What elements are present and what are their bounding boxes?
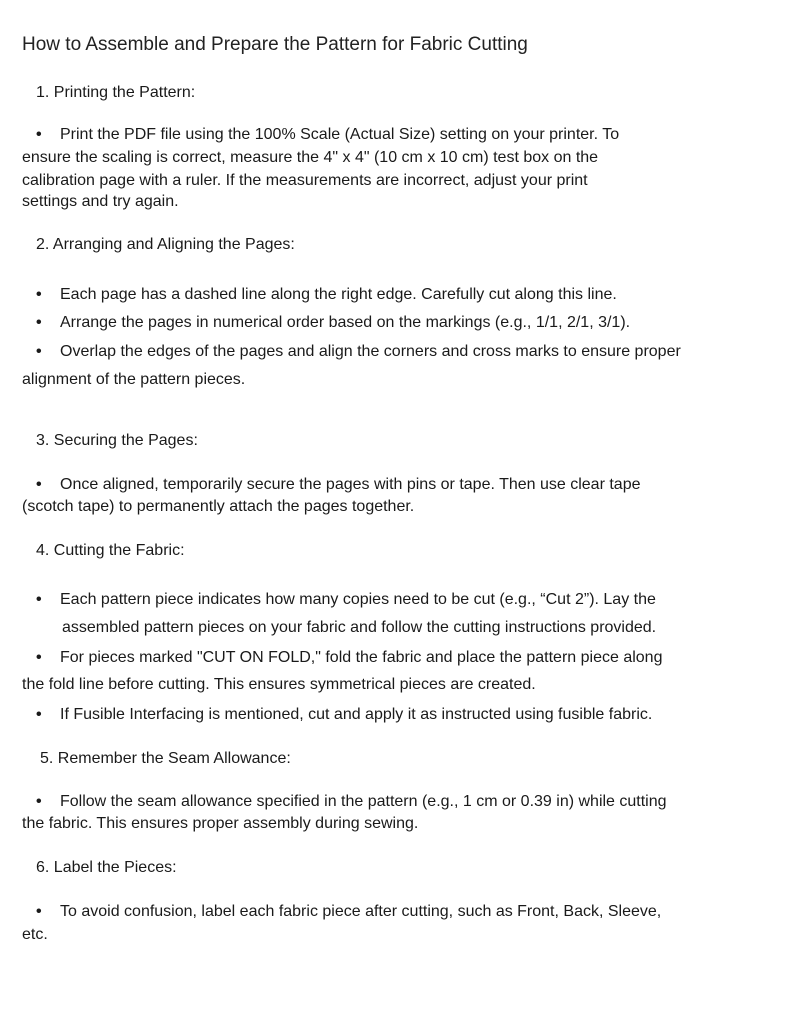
bullet-line <box>36 124 619 146</box>
section-heading-seam-allowance: 5. Remember the Seam Allowance: <box>40 750 291 767</box>
bullet-line <box>36 901 661 923</box>
bullet-line <box>36 312 630 334</box>
bullet-icon: • <box>36 706 42 723</box>
page-title: How to Assemble and Prepare the Pattern for Fabric Cutting <box>22 34 528 55</box>
continuation-line: (scotch tape) to permanently attach the pages together. <box>22 498 415 515</box>
bullet-text: Once aligned, temporarily secure the pages with pins or tape. Then use clear tape <box>60 476 641 493</box>
continuation-line: ensure the scaling is correct, measure the 4" x 4" (10 cm x 10 cm) test box on the <box>22 149 599 166</box>
bullet-icon: • <box>36 793 42 810</box>
bullet-text: Each page has a dashed line along the right edge. Carefully cut along this line. <box>60 286 617 303</box>
continuation-line: assembled pattern pieces on your fabric and follow the cutting instructions provided. <box>62 619 657 636</box>
bullet-icon: • <box>36 286 42 303</box>
bullet-line <box>36 341 681 363</box>
bullet-icon: • <box>36 314 42 331</box>
bullet-line <box>36 704 652 726</box>
bullet-text: To avoid confusion, label each fabric piece after cutting, such as Front, Back, Sleeve, <box>60 903 662 920</box>
bullet-icon: • <box>36 343 42 360</box>
continuation-line: etc. <box>22 926 48 943</box>
continuation-line: the fabric. This ensures proper assembly during sewing. <box>22 815 419 832</box>
bullet-text: For pieces marked "CUT ON FOLD," fold the fabric and place the pattern piece along <box>60 649 663 666</box>
bullet-text: Follow the seam allowance specified in the pattern (e.g., 1 cm or 0.39 in) while cutting <box>60 793 667 810</box>
bullet-icon: • <box>36 476 42 493</box>
continuation-line: alignment of the pattern pieces. <box>22 371 246 388</box>
bullet-line <box>36 647 662 669</box>
bullet-text: If Fusible Interfacing is mentioned, cut and apply it as instructed using fusible fabric. <box>60 706 653 723</box>
bullet-icon: • <box>36 649 42 666</box>
continuation-line: the fold line before cutting. This ensures symmetrical pieces are created. <box>22 676 536 693</box>
bullet-icon: • <box>36 126 42 143</box>
section-heading-printing: 1. Printing the Pattern: <box>36 84 196 101</box>
bullet-line <box>36 589 656 611</box>
bullet-text: Overlap the edges of the pages and align the corners and cross marks to ensure proper <box>60 343 681 360</box>
bullet-line <box>36 474 640 496</box>
continuation-line: settings and try again. <box>22 193 179 210</box>
section-heading-arranging: 2. Arranging and Aligning the Pages: <box>36 236 295 253</box>
bullet-icon: • <box>36 903 42 920</box>
bullet-icon: • <box>36 591 42 608</box>
bullet-line <box>36 284 617 306</box>
continuation-line: calibration page with a ruler. If the measurements are incorrect, adjust your print <box>22 172 588 189</box>
bullet-text: Arrange the pages in numerical order based on the markings (e.g., 1/1, 2/1, 3/1). <box>60 314 631 331</box>
section-heading-label-pieces: 6. Label the Pieces: <box>36 859 177 876</box>
section-heading-securing: 3. Securing the Pages: <box>36 432 198 449</box>
section-heading-cutting: 4. Cutting the Fabric: <box>36 542 185 559</box>
bullet-line <box>36 791 667 813</box>
bullet-text: Each pattern piece indicates how many copies need to be cut (e.g., “Cut 2”). Lay the <box>60 591 656 608</box>
bullet-text: Print the PDF file using the 100% Scale (Actual Size) setting on your printer. To <box>60 126 620 143</box>
